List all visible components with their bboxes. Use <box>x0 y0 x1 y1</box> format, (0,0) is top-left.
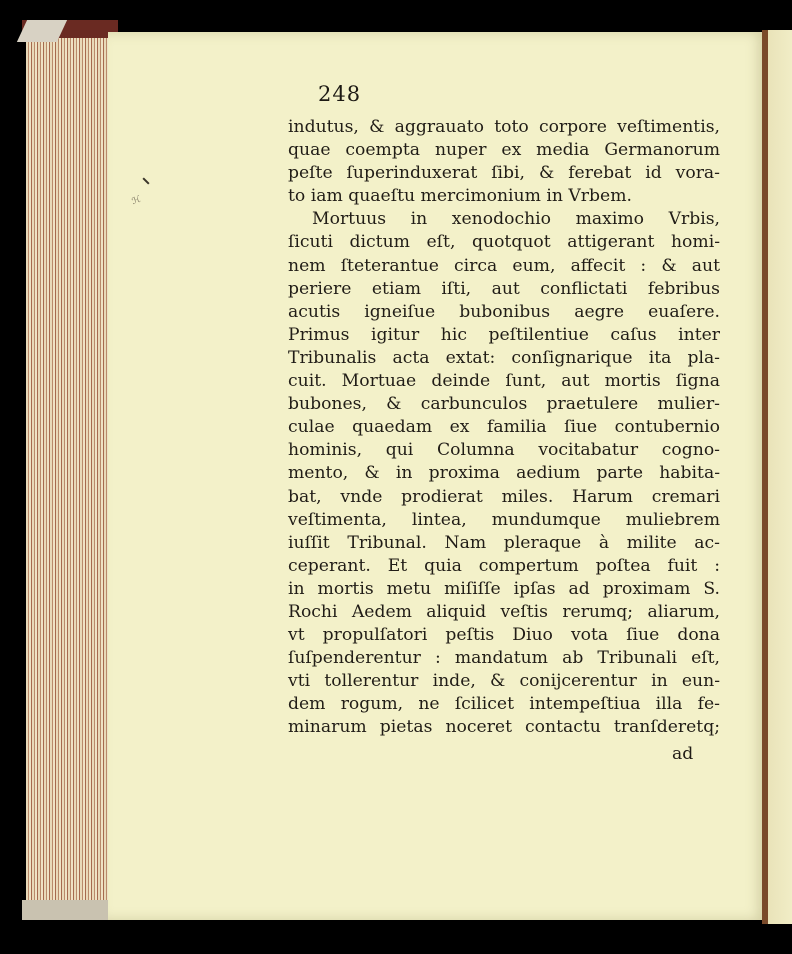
text-line: veſtimenta, lintea, mundumque muliebrem <box>288 509 720 530</box>
text-line: in mortis metu miſiſſe ipſas ad proximam S. <box>288 578 720 599</box>
text-line: iuſſit Tribunal. Nam pleraque à milite ac- <box>288 532 720 553</box>
gutter-shadow <box>762 30 768 924</box>
text-line: hominis, qui Columna vocitabatur cogno- <box>288 440 720 461</box>
page-number: 248 <box>318 82 362 106</box>
body-text <box>288 116 720 740</box>
text-line: bat, vnde prodierat miles. Harum cremari <box>288 486 720 507</box>
text-line: culae quaedam ex familia ſiue contubernio <box>288 417 720 438</box>
text-line: bubones, & carbunculos praetulere mulier- <box>288 394 720 415</box>
margin-annotation: ℋ <box>130 194 143 208</box>
text-line: acutis igneiſue bubonibus aegre euaſere. <box>288 301 720 322</box>
text-line: Rochi Aedem aliquid veſtis rerumq; aliarum, <box>288 601 720 622</box>
text-line: ſicuti dictum eſt, quotquot attigerant homi- <box>288 232 720 253</box>
text-line: indutus, & aggrauato toto corpore veſtimentis, <box>288 117 720 137</box>
text-line: cuit. Mortuae deinde ſunt, aut mortis ſigna <box>288 371 720 392</box>
text-line: Primus igitur hic peſtilentiue caſus inter <box>288 324 720 345</box>
text-line: nem ſteterantue circa eum, affecit : & aut <box>288 255 720 276</box>
text-line: minarum pietas noceret contactu tranſderetq; <box>288 717 720 738</box>
text-line: quae coempta nuper ex media Germanorum <box>288 140 720 161</box>
text-line: to iam quaeſtu mercimonium in Vrbem. <box>288 186 632 207</box>
text-line: mento, & in proxima aedium parte habita- <box>288 463 720 484</box>
text-line: dem rogum, ne ſcilicet intempeſtiua illa fe- <box>288 694 720 715</box>
catchword: ad <box>672 744 694 764</box>
text-line: ſuſpenderentur : mandatum ab Tribunali eſt, <box>288 648 720 669</box>
text-line: ceperant. Et quia compertum poſtea fuit : <box>288 555 720 576</box>
page-fore-edge <box>26 28 112 918</box>
text-line: vti tollerentur inde, & conijcerentur in eun- <box>288 671 720 692</box>
binding-bottom <box>22 900 118 920</box>
text-line: vt propulſatori peſtis Diuo vota ſiue dona <box>288 625 720 646</box>
text-line: Mortuus in xenodochio maximo Vrbis, <box>312 209 720 230</box>
text-line: peſte ſuperinduxerat ſibi, & ferebat id vora- <box>288 163 720 184</box>
text-line: Tribunalis acta extat: conſignarique ita pla- <box>288 347 720 368</box>
text-line: periere etiam iſti, aut conflictati febribus <box>288 278 720 299</box>
